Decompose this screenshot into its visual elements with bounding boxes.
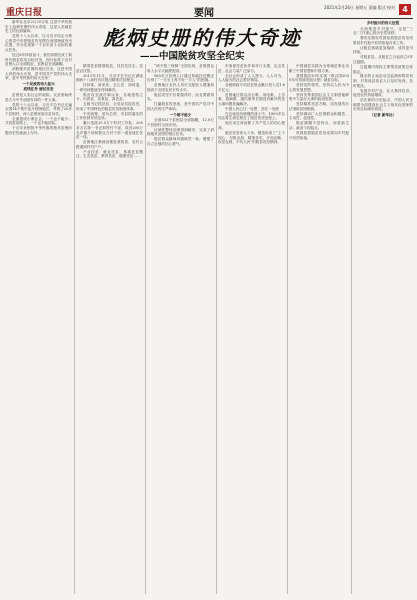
- column-divider: [145, 64, 146, 594]
- article-paragraph: 贫困地区群众出行难、用电难、上学难、看病难、通信难等长期没有解决的老大难问题普遍解决。: [218, 92, 285, 106]
- article-paragraph: 区域性整体贫困得到解决，完成了消除绝对贫困的艰巨任务。: [147, 127, 214, 137]
- subheadline: ——中国脱贫攻坚全纪实: [140, 51, 245, 62]
- article-paragraph: 党的十八大以来，以习近平同志为核心的党中央把脱贫攻坚摆在治国理政突出位置，作为实现第一个百年奋斗目标的重点任务。: [5, 34, 72, 52]
- article-paragraph: 五级书记抓扶贫、全党动员促攻坚，形成了中国特色的脱贫攻坚制度体系。: [76, 102, 143, 111]
- article-paragraph: 产业扶贫、就业扶贫、易地扶贫搬迁、生态扶贫、教育扶贫、健康扶贫……: [76, 149, 143, 159]
- text-column-2: [76, 64, 143, 595]
- article-paragraph: 精准扶贫精准脱贫，扶贫先扶志，扶贫必扶智。: [76, 64, 143, 73]
- article-paragraph: 健全防止返贫动态监测和帮扶机制，对易返贫致贫人口及时发现、及时帮扶。: [353, 74, 413, 88]
- masthead: 重庆日报: [6, 8, 43, 18]
- article-paragraph: 坚持党的领导，坚持以人民为中心的发展思想。: [289, 83, 349, 92]
- article-paragraph: 党的十八大以来，习近平总书记走遍全国14个集中连片特困地区，考察了20多个贫困村，深入贫困家庭访贫问苦。: [5, 102, 72, 116]
- article-paragraph: 坚持发挥我国社会主义制度能够集中力量办大事的政治优势。: [289, 92, 349, 102]
- page-header: [4, 3, 413, 19]
- article-paragraph: 坚持调动广大贫困群众积极性、主动性、创造性。: [289, 111, 349, 121]
- article-paragraph: 中国人民心往一处想、劲往一处使: [225, 106, 279, 111]
- article-paragraph: 让脱贫基础更加稳固、成效更可持续。: [353, 45, 413, 55]
- article-paragraph: 站在新的历史起点，中国人民正朝着全面建设社会主义现代化国家的宏伟目标阔步前进。: [353, 98, 413, 112]
- article-paragraph: 我国提前10年实现《联合国2030年可持续发展议程》减贫目标。: [289, 73, 349, 83]
- article-paragraph: 一个民族的伟大复兴: [22, 81, 55, 86]
- article-paragraph: 贫困地区农民人均可支配收入增速持续高于全国农民平均水平。: [147, 83, 214, 92]
- article-paragraph: 脱贫群众精神风貌焕然一新，增强了自立自强的信心勇气。: [147, 137, 214, 146]
- article-paragraph: 中国减贫实践为全球减贫事业贡献了中国智慧和中国方案。: [289, 64, 349, 73]
- article-paragraph: “两不愁三保障”全面实现，贫困群众收入水平大幅度提高。: [147, 64, 214, 73]
- column-divider: [351, 64, 352, 594]
- article-paragraph: 全面推进乡村振兴，这是“三农”工作重心的历史性转移。: [353, 26, 413, 36]
- article-paragraph: 巩固拓展脱贫攻坚成果同乡村振兴有效衔接。: [289, 131, 349, 140]
- article-paragraph: 乡村振兴的伟大征程: [366, 21, 400, 25]
- section-title: 要闻: [194, 8, 214, 19]
- article-paragraph: 经过8年持续奋斗，我们如期完成了新时代脱贫攻坚目标任务，现行标准下农村贫困人口全部脱贫，贫困县全部摘帽。: [5, 52, 72, 67]
- text-column-1: [5, 20, 72, 595]
- article-paragraph: 全面建成小康社会，一个也不能少；共同富裕路上，一个也不能掉队。: [5, 116, 72, 126]
- article-paragraph: 脱贫攻坚不仅要做得好，而且要做得实。: [147, 92, 214, 102]
- column-divider: [216, 64, 217, 594]
- article-paragraph: 中央统筹、省负总责、市县抓落实的工作机制有效运转。: [76, 111, 143, 121]
- article-paragraph: 贫困是人类社会的顽疾。反贫困始终是古今中外治国安邦的一件大事。: [5, 93, 72, 102]
- article-paragraph: 一个都不能少: [169, 112, 192, 117]
- text-column-3: [147, 64, 214, 595]
- page-number-badge: 4: [399, 4, 411, 15]
- article-paragraph: 累计选派25.5万个驻村工作队、300多万名第一书记和驻村干部，同近200万名乡镇干部和数百万村干部一道奋战在扶贫一线。: [76, 121, 143, 140]
- article-paragraph: 脱贫攻坚伟大斗争，锻造形成了“上下同心、尽锐出战、精准务实、开拓创新、攻坚克难、不负人民”的脱贫攻坚精神。: [218, 131, 285, 145]
- article-paragraph: 对脱贫县，从脱贫之日起设立5年过渡期。: [353, 55, 413, 64]
- article-paragraph: 千百年来困扰中华民族的绝对贫困问题历史性地画上句号。: [5, 126, 72, 135]
- column-divider: [74, 64, 75, 594]
- article-paragraph: 他们用生命诠释了共产党人的初心使命。: [218, 121, 285, 131]
- text-column-6: [353, 20, 413, 595]
- article-paragraph: 在这场没有硝烟的战斗中，1800多名同志将生命定格在了脱贫攻坚征程上。: [218, 111, 285, 121]
- column-divider: [287, 64, 288, 594]
- text-column-5: [289, 64, 349, 595]
- article-paragraph: 各级财政专项扶贫资金累计投入近1.6万亿元。: [218, 83, 285, 92]
- article-paragraph: 脱贫摘帽不是终点，而是新生活、新奋斗的起点。: [289, 121, 349, 131]
- article-paragraph: 960多万贫困人口通过易地扶贫搬迁告别了“一方水土养不好一方人”的困境。: [147, 73, 214, 83]
- article-paragraph: 东西部扶贫协作和对口支援，定点扶贫，社会力量广泛参与。: [218, 64, 285, 73]
- article-paragraph: （记者 新华社）: [369, 113, 397, 118]
- article-paragraph: 脱贫攻坚战打响以来，各地建档立卡，识真贫、扶真贫、真扶贫。: [76, 92, 143, 102]
- article-paragraph: 要切实做好巩固拓展脱贫攻坚成果同乡村振兴有效衔接各项工作。: [353, 36, 413, 45]
- article-paragraph: 2013年11月，习近平总书记在湖南湘西十八洞村首次提出精准扶贫理念。: [76, 73, 143, 83]
- article-paragraph: 全国832个贫困县全部摘帽，12.8万个贫困村全部出列。: [147, 118, 214, 127]
- article-paragraph: 打赢脱贫攻坚战，是中国共产党对中国人民的庄严承诺。: [147, 102, 214, 111]
- article-paragraph: 新华社北京2月25日电 这是中华民族史上彪炳史册的伟大奇迹，这是人类减贫史上的壮丽篇章。: [5, 20, 72, 34]
- article-paragraph: 底线任务 硬仗攻坚: [23, 87, 54, 92]
- article-paragraph: 消除绝对贫困的艰巨任务，这是中国人民的伟大光荣，是中国共产党的伟大光荣，是中华民族的伟大光荣！: [5, 67, 72, 81]
- article-paragraph: 扶持谁、谁来扶、怎么扶、如何退，一系列问题逐步得到解决。: [76, 83, 143, 92]
- article-paragraph: 全社会形成了人人愿为、人人可为、人人能为的社会帮扶格局。: [218, 73, 285, 83]
- date-line: 2021年2月26日 星期五 责编 版式 校对: [324, 5, 395, 10]
- text-column-4: [218, 64, 285, 595]
- article-paragraph: 贫困地区基础设施显著改善，农村公路通到村村户户。: [76, 140, 143, 149]
- article-paragraph: 发展乡村产业，壮大集体经济，促进农民持续增收。: [353, 88, 413, 98]
- article-paragraph: 过渡期内保持主要帮扶政策总体稳定。: [353, 64, 413, 74]
- article-paragraph: 坚持精准扶贫方略，用发展的办法消除贫困根源。: [289, 102, 349, 111]
- headline: 彪炳史册的伟大奇迹: [103, 26, 302, 50]
